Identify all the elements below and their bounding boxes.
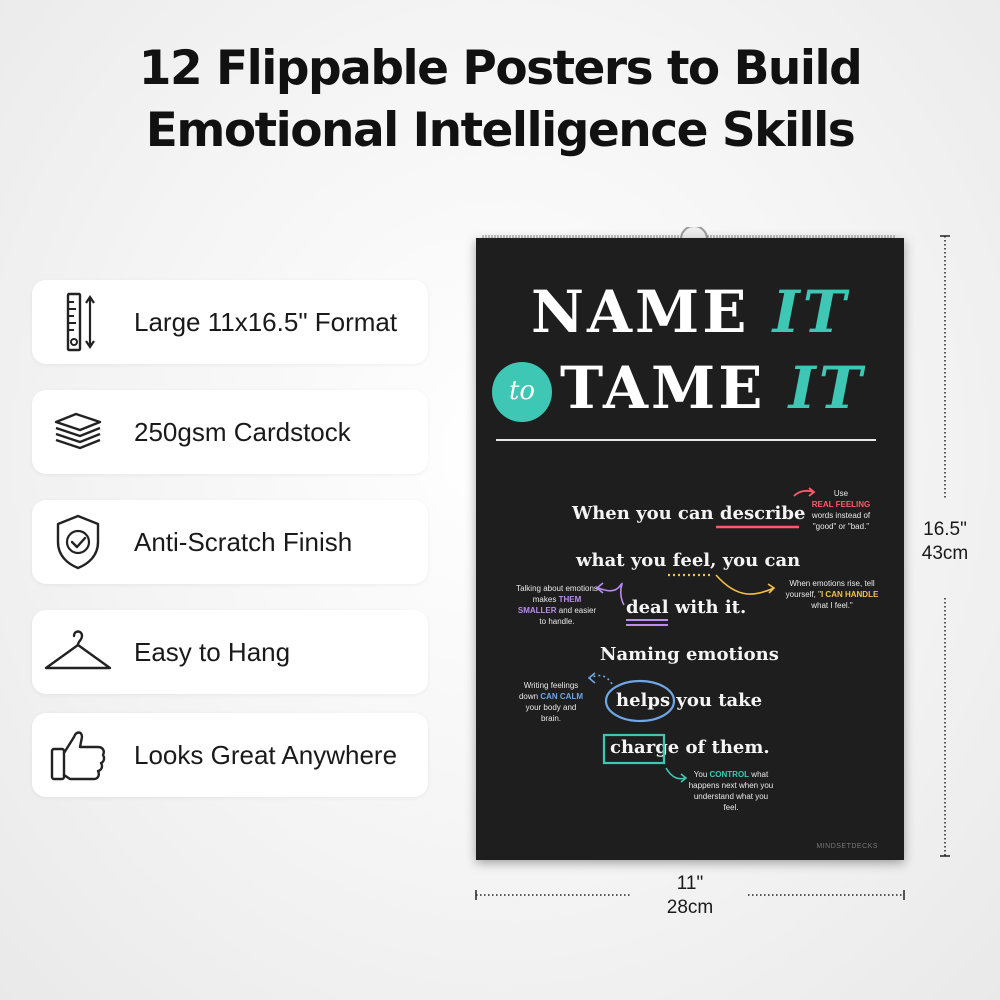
poster-line-2-text-b: , you can — [710, 550, 801, 571]
poster-line-1-text: When you can — [572, 503, 720, 524]
poster-line-2 — [576, 550, 800, 571]
width-inches: 11" — [676, 873, 704, 894]
width-dimension-label — [650, 872, 730, 920]
yellow-arrow-icon — [716, 575, 774, 594]
headline — [0, 38, 1000, 162]
blue-arrow-icon — [590, 676, 612, 684]
height-cm: 43cm — [921, 543, 969, 564]
poster-line-6-text: of them. — [679, 737, 770, 758]
poster-line-1 — [572, 503, 805, 524]
poster-note-can-calm: Writing feelings down CAN CALM your body and brain. — [518, 681, 584, 723]
poster-note-real-feeling: Use REAL FEELING words instead of "good" or "bad." — [811, 489, 871, 531]
headline-line-2: Emotional Intelligence Skills — [145, 103, 855, 158]
poster-word-deal: deal — [626, 597, 669, 618]
feature-card-finish — [32, 500, 428, 584]
shield-check-icon — [48, 512, 108, 572]
poster-title-to-badge: to — [492, 362, 552, 422]
poster-title-it-1: IT — [772, 278, 849, 346]
headline-line-1: 12 Flippable Posters to Build — [138, 41, 862, 96]
poster-note-control: You CONTROL what happens next when you understand what you feel. — [688, 770, 774, 812]
poster-title-it-2: IT — [788, 354, 865, 422]
feature-label-hang: Easy to Hang — [134, 637, 291, 667]
poster-word-feel: feel — [672, 550, 711, 571]
poster-note-i-can-handle: When emotions rise, tell yourself, "I CAN HANDLE what I feel." — [785, 579, 879, 610]
poster-title-name: NAME — [531, 278, 750, 346]
width-cm: 28cm — [666, 897, 714, 918]
poster-brand: MINDSETDECKS — [816, 843, 878, 850]
ruler-icon — [48, 292, 108, 352]
poster — [476, 238, 904, 860]
poster-title-line-1 — [476, 280, 904, 344]
poster-line-3 — [626, 597, 746, 618]
feature-label-looks: Looks Great Anywhere — [134, 740, 398, 770]
feature-label-format: Large 11x16.5" Format — [134, 307, 398, 337]
feature-card-looks — [32, 713, 428, 797]
stack-layers-icon — [48, 402, 108, 462]
poster-line-3-text: with it. — [668, 597, 747, 618]
poster-line-6 — [610, 737, 770, 758]
poster-title-line-2 — [560, 356, 904, 420]
height-dimension-label — [905, 518, 985, 566]
poster-line-4: Naming emotions — [600, 644, 779, 665]
poster-divider — [496, 439, 876, 441]
hanger-icon — [42, 622, 114, 682]
poster-line-5 — [616, 690, 762, 711]
feature-card-format — [32, 280, 428, 364]
poster-word-helps: helps — [616, 690, 671, 711]
teal-arrow-icon — [666, 768, 686, 779]
poster-word-describe: describe — [719, 503, 806, 524]
poster-line-5-text: you take — [670, 690, 763, 711]
poster-word-charge: charge — [610, 737, 680, 758]
feature-label-finish: Anti-Scratch Finish — [134, 527, 353, 557]
feature-card-cardstock — [32, 390, 428, 474]
feature-card-hang — [32, 610, 428, 694]
thumbs-up-icon — [48, 725, 108, 785]
feature-label-cardstock: 250gsm Cardstock — [134, 417, 351, 447]
height-inches: 16.5" — [923, 519, 967, 540]
purple-arrow-icon — [598, 583, 624, 605]
poster-note-them-smaller: Talking about emotions makes THEM SMALLER and easier to handle. — [516, 584, 598, 626]
poster-title-tame: TAME — [560, 354, 766, 422]
poster-line-2-text-a: what you — [576, 550, 673, 571]
